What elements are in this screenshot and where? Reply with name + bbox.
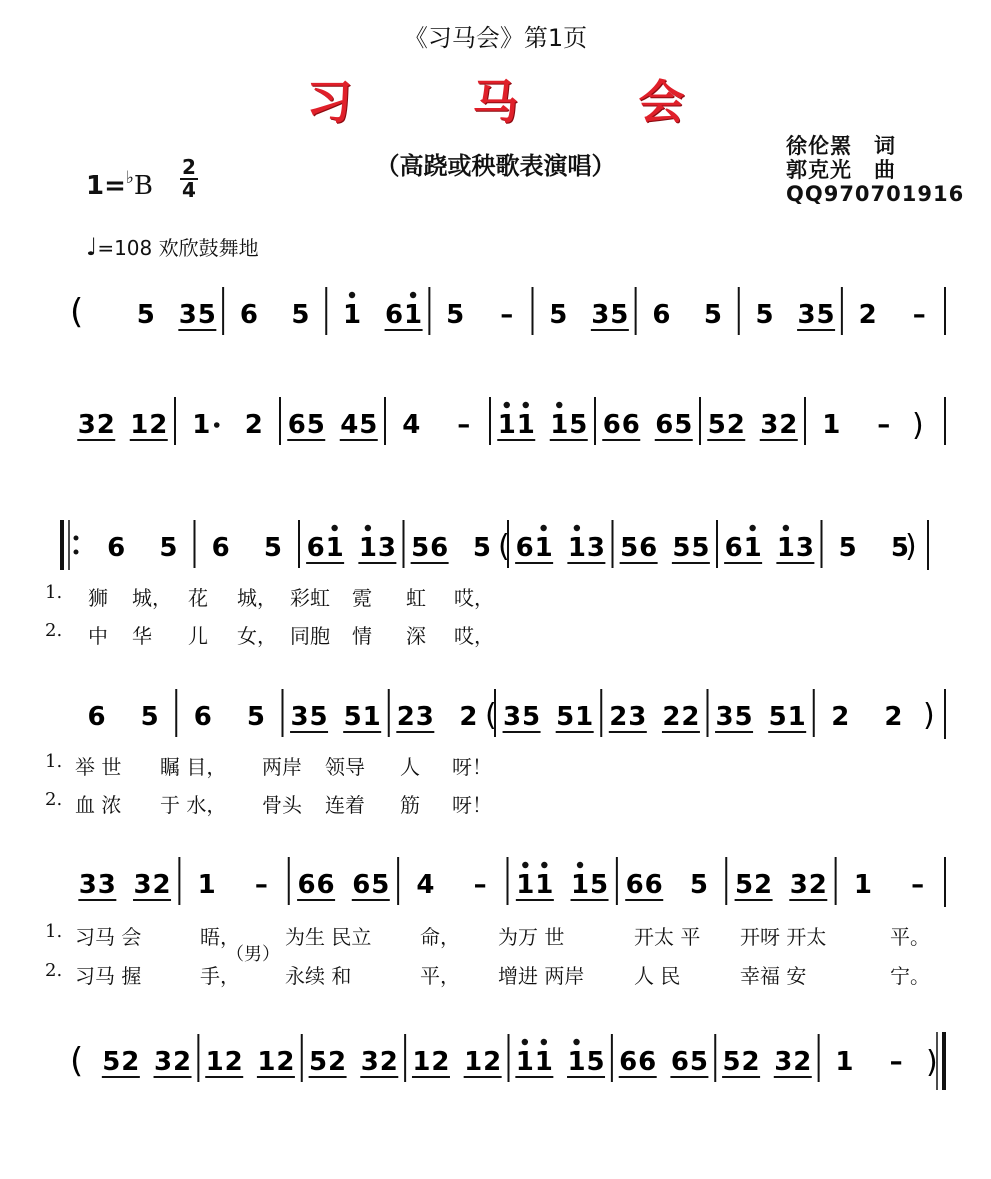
verse-number: 2. [45, 620, 63, 641]
close-paren: ) [926, 1045, 938, 1080]
note: 3 [415, 702, 434, 732]
note: 3 [503, 702, 522, 732]
lyric-word: 举 世 [75, 755, 122, 779]
open-paren: ( [70, 292, 84, 332]
high-octave-dot [410, 292, 416, 298]
note: 5 [689, 1047, 708, 1077]
note: 5 [197, 300, 216, 330]
lyric-word: 宁。 [890, 964, 930, 988]
lyric-word: 增进 两岸 [498, 964, 585, 988]
lyric-word: 习马 会 [75, 925, 142, 949]
note: 3 [178, 300, 197, 330]
verse-number: 2. [45, 789, 63, 810]
note: 1 [822, 410, 841, 440]
note: 2 [431, 1047, 450, 1077]
lyric-word: 儿 [188, 624, 208, 648]
lyric-word: 命， [420, 925, 460, 949]
note: 6 [625, 870, 644, 900]
note: – [254, 870, 268, 900]
note: 5 [291, 300, 310, 330]
note: 5 [159, 533, 178, 563]
system-6 [60, 1032, 960, 1092]
note: 3 [715, 702, 734, 732]
note: 2 [328, 1047, 347, 1077]
verse-number: 1. [45, 582, 63, 603]
note: 3 [797, 300, 816, 330]
note: 2 [609, 702, 628, 732]
lyric-word: 幸福 安 [740, 964, 807, 988]
lyric-word: 为万 世 [498, 925, 565, 949]
note: 1 [535, 870, 554, 900]
lyric-word: 城， [237, 586, 277, 610]
lyric-word: 人 [400, 755, 420, 779]
note: 6 [655, 410, 674, 440]
high-octave-dot [556, 402, 562, 408]
note: 6 [638, 1047, 657, 1077]
note: 1 [464, 1047, 483, 1077]
note: 1 [853, 870, 873, 900]
note: – [457, 410, 471, 440]
note: 2 [149, 410, 168, 440]
lyric-word: 瞩 目， [160, 755, 227, 779]
lyric-word: 两岸 [262, 755, 302, 779]
lyric-word: 开呀 开太 [740, 925, 827, 949]
high-octave-dot [523, 402, 529, 408]
lyric-word: 狮 [88, 586, 108, 610]
note: 2 [741, 1047, 760, 1077]
system-5-notation [60, 855, 960, 915]
note: 1 [412, 1047, 431, 1077]
note: 5 [522, 702, 541, 732]
lyric-word: 哎， [454, 624, 494, 648]
note: 5 [689, 870, 708, 900]
high-octave-dot [573, 1039, 579, 1045]
note: 5 [136, 300, 155, 330]
note: 6 [316, 870, 335, 900]
note: 1 [197, 870, 216, 900]
note: 5 [569, 410, 588, 440]
note: 5 [755, 300, 774, 330]
note: 1 [743, 533, 762, 563]
high-octave-dot [540, 525, 546, 531]
high-octave-dot [349, 292, 355, 298]
note: 5 [246, 702, 265, 732]
note: 1 [257, 1047, 276, 1077]
note: 5 [549, 300, 568, 330]
note: 5 [359, 410, 378, 440]
lyric-word: 手， [200, 964, 240, 988]
note: 5 [691, 533, 710, 563]
note: 3 [789, 870, 808, 900]
system-5 [60, 855, 960, 915]
note: 1 [567, 533, 586, 563]
note: 3 [97, 870, 116, 900]
open-paren: ( [485, 698, 497, 733]
lyric-word: 平， [420, 964, 460, 988]
note: 2 [779, 410, 798, 440]
repeat-dot [74, 550, 79, 555]
system-3 [60, 518, 960, 578]
time-signature: 2 4 [180, 158, 198, 200]
note: 5 [735, 870, 754, 900]
note: 4 [402, 410, 421, 440]
note: 5 [309, 1047, 328, 1077]
note: – [500, 300, 514, 330]
note: 6 [352, 870, 371, 900]
note: 5 [371, 870, 390, 900]
note: 6 [87, 702, 106, 732]
credits [786, 134, 964, 206]
close-paren: ) [912, 408, 924, 443]
male-voice-mark: （男） [226, 944, 280, 965]
lyric-word: 深 [406, 624, 426, 648]
note: 6 [239, 300, 258, 330]
note: 5 [263, 533, 282, 563]
note: 5 [446, 300, 465, 330]
lyric-word: 彩虹 [290, 586, 330, 610]
lyric-word: 于 水， [160, 793, 227, 817]
note: 1 [776, 533, 795, 563]
note: 6 [644, 870, 663, 900]
note: 5 [556, 702, 575, 732]
note: 6 [193, 702, 212, 732]
note: 4 [340, 410, 359, 440]
note: 6 [602, 410, 621, 440]
high-octave-dot [504, 402, 510, 408]
note: 6 [385, 300, 404, 330]
note: 2 [224, 1047, 243, 1077]
note: 6 [306, 533, 325, 563]
high-octave-dot [577, 862, 583, 868]
note: 5 [589, 870, 609, 900]
note: 2 [754, 870, 773, 900]
note: 1 [342, 300, 362, 330]
verse-number: 1. [45, 921, 63, 942]
note: 6 [211, 533, 230, 563]
note: 5 [472, 533, 491, 563]
note: 2 [459, 702, 478, 732]
open-paren: ( [70, 1041, 84, 1081]
note: 2 [884, 702, 903, 732]
note: – [877, 410, 891, 440]
note: 5 [586, 1047, 605, 1077]
system-2-notation [60, 395, 960, 455]
lyric-word: 开太 平 [634, 925, 701, 949]
high-octave-dot [522, 1039, 528, 1045]
note: 6 [430, 533, 449, 563]
note: 5 [411, 533, 430, 563]
note: 6 [639, 533, 658, 563]
lyric-word: 永续 和 [285, 964, 352, 988]
note: 2 [379, 1047, 398, 1077]
lyric-word: 哎， [454, 586, 494, 610]
note: 5 [620, 533, 639, 563]
note: 1 [516, 410, 535, 440]
lyric-word: 花 [188, 586, 208, 610]
lyric-word: 筋 [400, 793, 420, 817]
note: 5 [734, 702, 753, 732]
lyric-word: 同胞 [290, 624, 330, 648]
system-1 [60, 285, 960, 345]
key-signature: 1=♭B [86, 168, 154, 201]
note: 3 [760, 410, 779, 440]
lyric-word: 呀！ [452, 755, 492, 779]
open-paren: ( [498, 529, 510, 564]
note: 1 [515, 1047, 534, 1077]
note: 2 [793, 1047, 812, 1077]
lyric-word: 女， [237, 624, 277, 648]
lyric-word: 人 民 [634, 964, 681, 988]
note: 6 [652, 300, 671, 330]
note: 2 [726, 410, 745, 440]
system-4 [60, 687, 960, 747]
system-4-notation [60, 687, 960, 747]
high-octave-dot [331, 525, 337, 531]
note: 2 [662, 702, 681, 732]
note: 3 [133, 870, 152, 900]
note: 2 [244, 410, 263, 440]
song-title: 习 马 会 [306, 75, 737, 129]
augmentation-dot [214, 422, 220, 428]
note: 5 [343, 702, 362, 732]
page-label: 《习马会》第1页 [403, 24, 588, 52]
composer-credit: 郭克光 曲 [786, 158, 896, 182]
note: 5 [674, 410, 693, 440]
note: 1 [325, 533, 344, 563]
note: 6 [724, 533, 743, 563]
note: 3 [153, 1047, 173, 1077]
note: 6 [515, 533, 534, 563]
note: 3 [774, 1047, 793, 1077]
note: 2 [483, 1047, 502, 1077]
note: 3 [628, 702, 647, 732]
note: 1 [575, 702, 594, 732]
note: 1 [550, 410, 569, 440]
lyric-word: 呀！ [452, 793, 492, 817]
note: 5 [102, 1047, 121, 1077]
note: 1 [404, 300, 423, 330]
note: 2 [276, 1047, 295, 1077]
repeat-dot [74, 536, 79, 541]
note: 5 [140, 702, 159, 732]
contact-credit: QQ970701916 [786, 182, 965, 206]
high-octave-dot [365, 525, 371, 531]
note: 6 [619, 1047, 638, 1077]
note: 5 [816, 300, 835, 330]
note: 5 [722, 1047, 741, 1077]
close-paren: ) [923, 698, 935, 733]
note: 2 [858, 300, 877, 330]
note: 6 [621, 410, 640, 440]
note: 3 [586, 533, 605, 563]
lyric-word: 华 [132, 624, 152, 648]
note: 6 [107, 533, 126, 563]
close-paren: ) [905, 529, 917, 564]
lyric-word: 中 [88, 624, 108, 648]
note: 3 [360, 1047, 379, 1077]
system-2 [60, 395, 960, 455]
note: 3 [795, 533, 814, 563]
note: 5 [703, 300, 723, 330]
note: 5 [306, 410, 325, 440]
note: 2 [808, 870, 827, 900]
lyric-word: 城， [132, 586, 172, 610]
note: 1 [534, 1047, 553, 1077]
lyric-word: 虹 [406, 586, 426, 610]
note: – [473, 870, 487, 900]
note: 3 [290, 702, 309, 732]
note: – [889, 1047, 903, 1077]
note: 2 [396, 702, 415, 732]
note: 1 [516, 870, 535, 900]
note: 1 [570, 870, 590, 900]
note: 1 [787, 702, 806, 732]
note: 2 [121, 1047, 140, 1077]
note: 1 [567, 1047, 586, 1077]
note: 2 [96, 410, 115, 440]
note: 3 [78, 870, 97, 900]
note: 1 [192, 410, 211, 440]
high-octave-dot [541, 862, 547, 868]
note: 2 [831, 702, 850, 732]
lyric-word: 习马 握 [75, 964, 142, 988]
note: 6 [287, 410, 306, 440]
high-octave-dot [749, 525, 755, 531]
note: 1 [534, 533, 553, 563]
lyric-word: 平。 [890, 925, 930, 949]
lyric-word: 情 [352, 624, 372, 648]
note: 2 [152, 870, 171, 900]
note: – [912, 300, 926, 330]
lyric-word: 领导 [325, 755, 365, 779]
lyric-word: 为生 民立 [285, 925, 372, 949]
system-1-notation [60, 285, 960, 345]
note: 5 [610, 300, 629, 330]
lyric-word: 血 浓 [75, 793, 122, 817]
quarter-note-icon: ♩ [86, 233, 98, 261]
note: 1 [205, 1047, 224, 1077]
note: 3 [591, 300, 610, 330]
high-octave-dot [783, 525, 789, 531]
note: 6 [297, 870, 316, 900]
verse-number: 2. [45, 960, 63, 981]
note: – [911, 870, 925, 900]
note: 2 [172, 1047, 192, 1077]
lyric-word: 晤， [200, 925, 240, 949]
lyric-word: 霓 [352, 586, 372, 610]
note: 5 [707, 410, 726, 440]
song-subtitle: （高跷或秧歌表演唱） [375, 152, 616, 180]
system-3-notation [60, 518, 960, 578]
note: 3 [77, 410, 96, 440]
note: 1 [130, 410, 149, 440]
lyricist-credit: 徐伦罴 词 [786, 134, 896, 158]
system-6-notation [60, 1032, 960, 1092]
lyric-word: 骨头 [262, 793, 302, 817]
high-octave-dot [541, 1039, 547, 1045]
high-octave-dot [522, 862, 528, 868]
note: 1 [835, 1047, 854, 1077]
note: 6 [670, 1047, 689, 1077]
note: 2 [681, 702, 700, 732]
note: 5 [309, 702, 328, 732]
tempo-marking: ♩=108 欢欣鼓舞地 [86, 233, 259, 261]
note: 4 [416, 870, 435, 900]
high-octave-dot [574, 525, 580, 531]
note: 5 [838, 533, 857, 563]
lyric-word: 连着 [325, 793, 365, 817]
verse-number: 1. [45, 751, 63, 772]
note: 5 [768, 702, 787, 732]
note: 1 [362, 702, 381, 732]
note: 1 [497, 410, 516, 440]
note: 5 [890, 533, 909, 563]
note: 3 [377, 533, 396, 563]
note: 1 [358, 533, 377, 563]
note: 5 [672, 533, 691, 563]
